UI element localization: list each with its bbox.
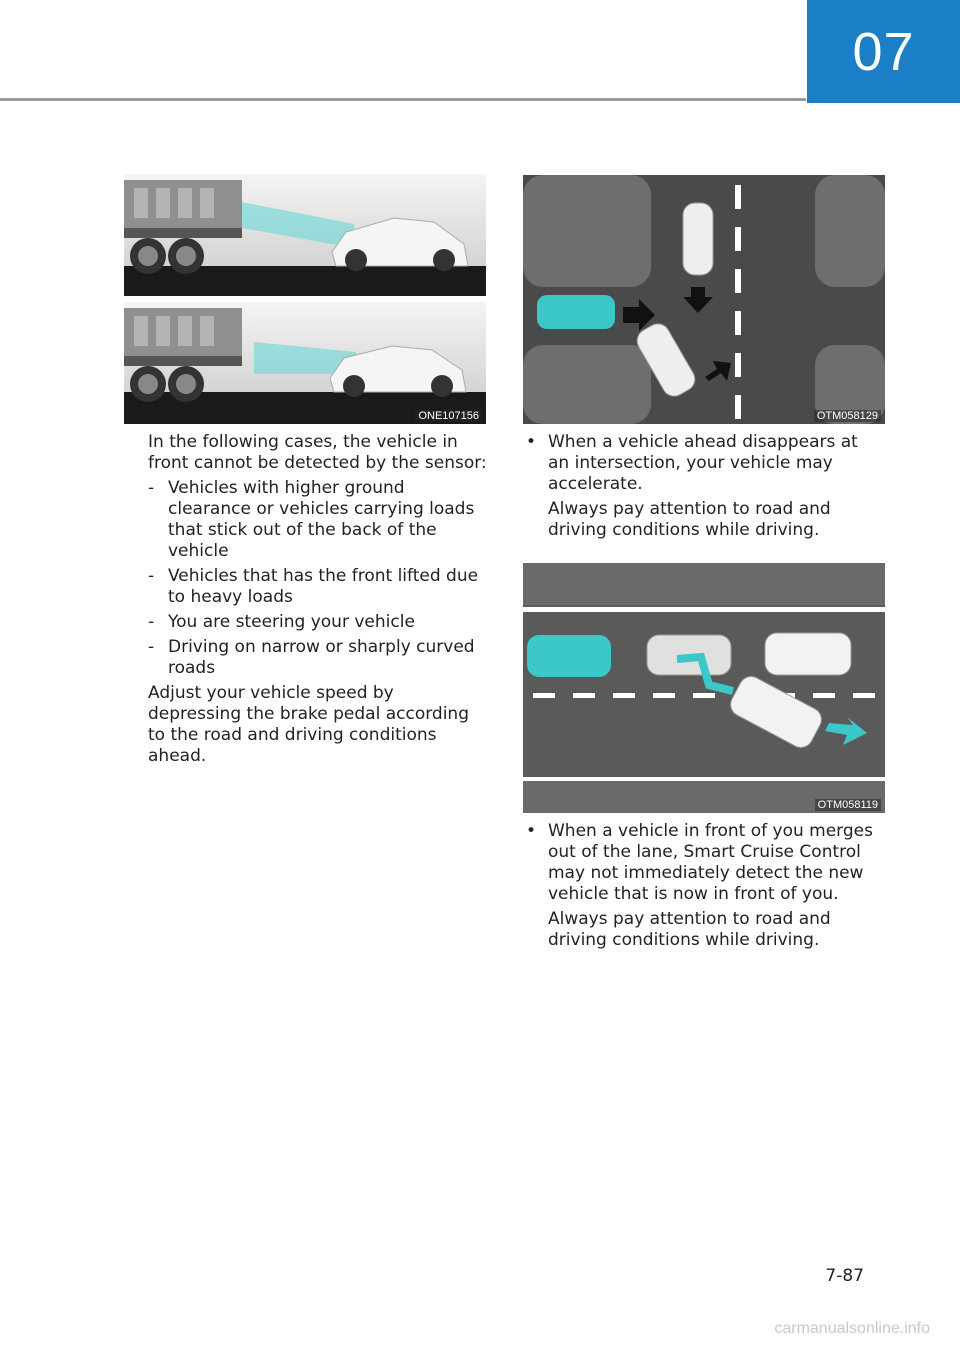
page-number: 7-87: [825, 1266, 864, 1286]
lane-merge-illustration: [523, 563, 885, 813]
figure-lane-merge: [523, 563, 885, 813]
bullet-item: • When a vehicle in front of you merges out of the lane, Smart Cruise Control may not immediately detect the new vehicle that is now in front of you.: [526, 821, 873, 904]
left-column-text: [148, 432, 488, 771]
figure-code: OTM058129: [814, 410, 881, 422]
figure-code: ONE107156: [415, 410, 482, 422]
right-text-block-1: [524, 432, 884, 541]
chapter-tab: 07: [807, 0, 960, 103]
note-paragraph: Always pay attention to road and driving conditions while driving.: [548, 499, 831, 540]
watermark: carmanualsonline.info: [774, 1320, 930, 1337]
list-item: - Vehicles with higher ground clearance or vehicles carrying loads that stick out of the back of the vehicle: [148, 478, 475, 561]
list-item: - You are steering your vehicle: [148, 612, 415, 632]
right-text-block-2: [524, 821, 884, 951]
truck-sensor-illustration: [124, 174, 486, 424]
outro-paragraph: Adjust your vehicle speed by depressing the brake pedal according to the road and driving conditions ahead.: [148, 683, 469, 766]
intersection-illustration: [523, 175, 885, 424]
dash-marker: -: [148, 478, 155, 498]
list-item: - Driving on narrow or sharply curved roads: [148, 637, 475, 678]
bullet-marker: •: [526, 821, 537, 841]
bullet-item: • When a vehicle ahead disappears at an intersection, your vehicle may accelerate.: [526, 432, 858, 494]
bullet-marker: •: [526, 432, 537, 452]
note-paragraph: Always pay attention to road and driving conditions while driving.: [548, 909, 831, 950]
figure-code: OTM058119: [815, 799, 881, 811]
dash-marker: -: [148, 612, 155, 632]
list-item: - Vehicles that has the front lifted due to heavy loads: [148, 566, 479, 607]
header-rule: [0, 98, 806, 101]
dash-marker: -: [148, 637, 155, 657]
figure-truck-sensor: [124, 174, 486, 424]
dash-marker: -: [148, 566, 155, 586]
intro-paragraph: In the following cases, the vehicle in front cannot be detected by the sensor:: [148, 432, 487, 473]
figure-intersection: [523, 175, 885, 424]
